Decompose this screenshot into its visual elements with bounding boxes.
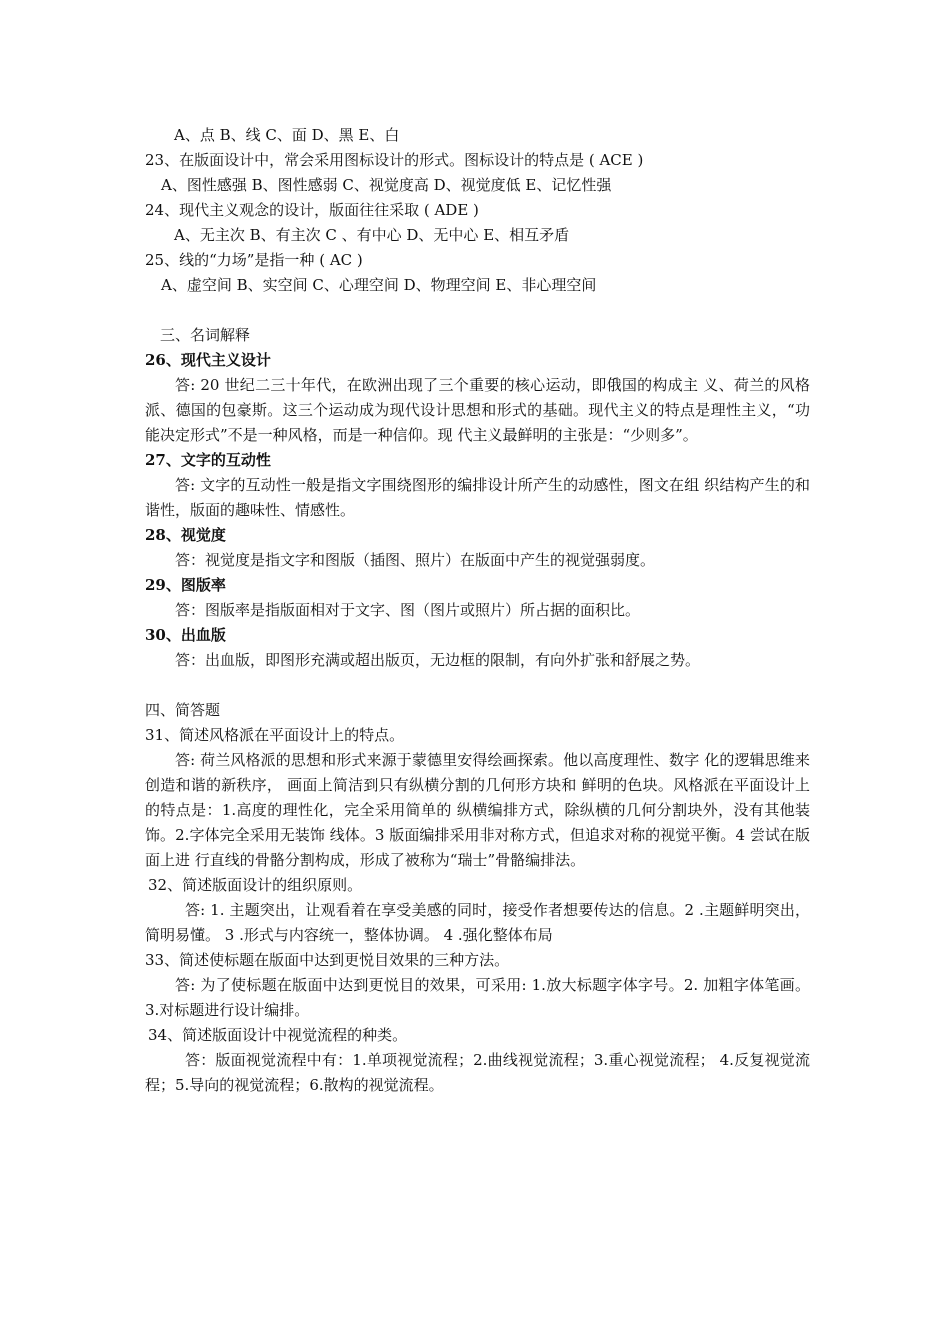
q33-question: 33、简述使标题在版面中达到更悦目效果的三种方法。 bbox=[145, 951, 510, 969]
q34-question: 34、简述版面设计中视觉流程的种类。 bbox=[148, 1026, 408, 1044]
spacer bbox=[145, 673, 810, 698]
q31-question: 31、简述风格派在平面设计上的特点。 bbox=[145, 726, 405, 744]
q26-answer: 答: 20 世纪二三十年代，在欧洲出现了三个重要的核心运动，即俄国的构成主 义、荷兰的风格派、德国的包豪斯。这三个运动成为现代设计思想和形式的基础。现代主义的特点是理性主义，“功能决定形式”不是一种风格，而是一种信仰。现 代主义最鲜明的主张是：“少则多”。 bbox=[145, 376, 810, 444]
q23-question: 23、在版面设计中，常会采用图标设计的形式。图标设计的特点是 ( ACE ) bbox=[145, 151, 644, 169]
q33-answer: 答: 为了使标题在版面中达到更悦目的效果，可采用: 1.放大标题字体字号。2. 加粗字体笔画。3.对标题进行设计编排。 bbox=[145, 976, 810, 1019]
q24-options: A、无主次 B、有主次 C 、有中心 D、无中心 E、相互矛盾 bbox=[174, 226, 570, 244]
q26-title: 26、现代主义设计 bbox=[145, 351, 271, 369]
section-4-title: 四、简答题 bbox=[145, 701, 221, 719]
q34-answer: 答：版面视觉流程中有：1.单项视觉流程；2.曲线视觉流程；3.重心视觉流程； 4.反复视觉流程；5.导向的视觉流程；6.散构的视觉流程。 bbox=[145, 1051, 810, 1094]
q28-answer: 答：视觉度是指文字和图版（插图、照片）在版面中产生的视觉强弱度。 bbox=[175, 551, 656, 569]
q25-options: A、虚空间 B、实空间 C、心理空间 D、物理空间 E、非心理空间 bbox=[161, 276, 597, 294]
q30-title: 30、出血版 bbox=[145, 626, 226, 644]
q25-question: 25、线的“力场”是指一种 ( AC ) bbox=[145, 251, 363, 269]
q23-options: A、图性感强 B、图性感弱 C、视觉度高 D、视觉度低 E、记忆性强 bbox=[161, 176, 612, 194]
q30-answer: 答：出血版，即图形充满或超出版页，无边框的限制，有向外扩张和舒展之势。 bbox=[175, 651, 701, 669]
q24-question: 24、现代主义观念的设计，版面往往采取 ( ADE ) bbox=[145, 201, 479, 219]
q32-question: 32、简述版面设计的组织原则。 bbox=[148, 876, 363, 894]
section-3-title: 三、名词解释 bbox=[160, 326, 251, 344]
q28-title: 28、视觉度 bbox=[145, 526, 226, 544]
q22-options: A、点 B、线 C、面 D、黑 E、白 bbox=[174, 126, 400, 144]
q31-answer: 答: 荷兰风格派的思想和形式来源于蒙德里安得绘画探索。他以高度理性、数字 化的逻辑思维来创造和谐的新秩序， 画面上简洁到只有纵横分割的几何形方块和 鲜明的色块。风格派在平面设计上的特点是：1.高度的理性化，完全采用简单的 纵横编排方式，除纵横的几何分割块外，没有其他装饰。2.字体完全采用无装饰 线体。3 版面编排采用非对称方式，但追求对称的视觉平衡。4 尝试在版面上进 行直线的骨骼分割构成，形成了被称为“瑞士”骨骼编排法。 bbox=[145, 751, 810, 869]
q32-answer: 答: 1. 主题突出，让观看着在享受美感的同时，接受作者想要传达的信息。2 .主题鲜明突出，简明易懂。 3 .形式与内容统一，整体协调。 4 .强化整体布局 bbox=[145, 901, 810, 944]
q27-title: 27、文字的互动性 bbox=[145, 451, 271, 469]
q27-answer: 答: 文字的互动性一般是指文字围绕图形的编排设计所产生的动感性，图文在组 织结构产生的和谐性，版面的趣味性、情感性。 bbox=[145, 476, 810, 519]
spacer bbox=[145, 298, 810, 323]
document-content bbox=[145, 123, 810, 1098]
q29-title: 29、图版率 bbox=[145, 576, 226, 594]
q29-answer: 答：图版率是指版面相对于文字、图（图片或照片）所占据的面积比。 bbox=[175, 601, 641, 619]
